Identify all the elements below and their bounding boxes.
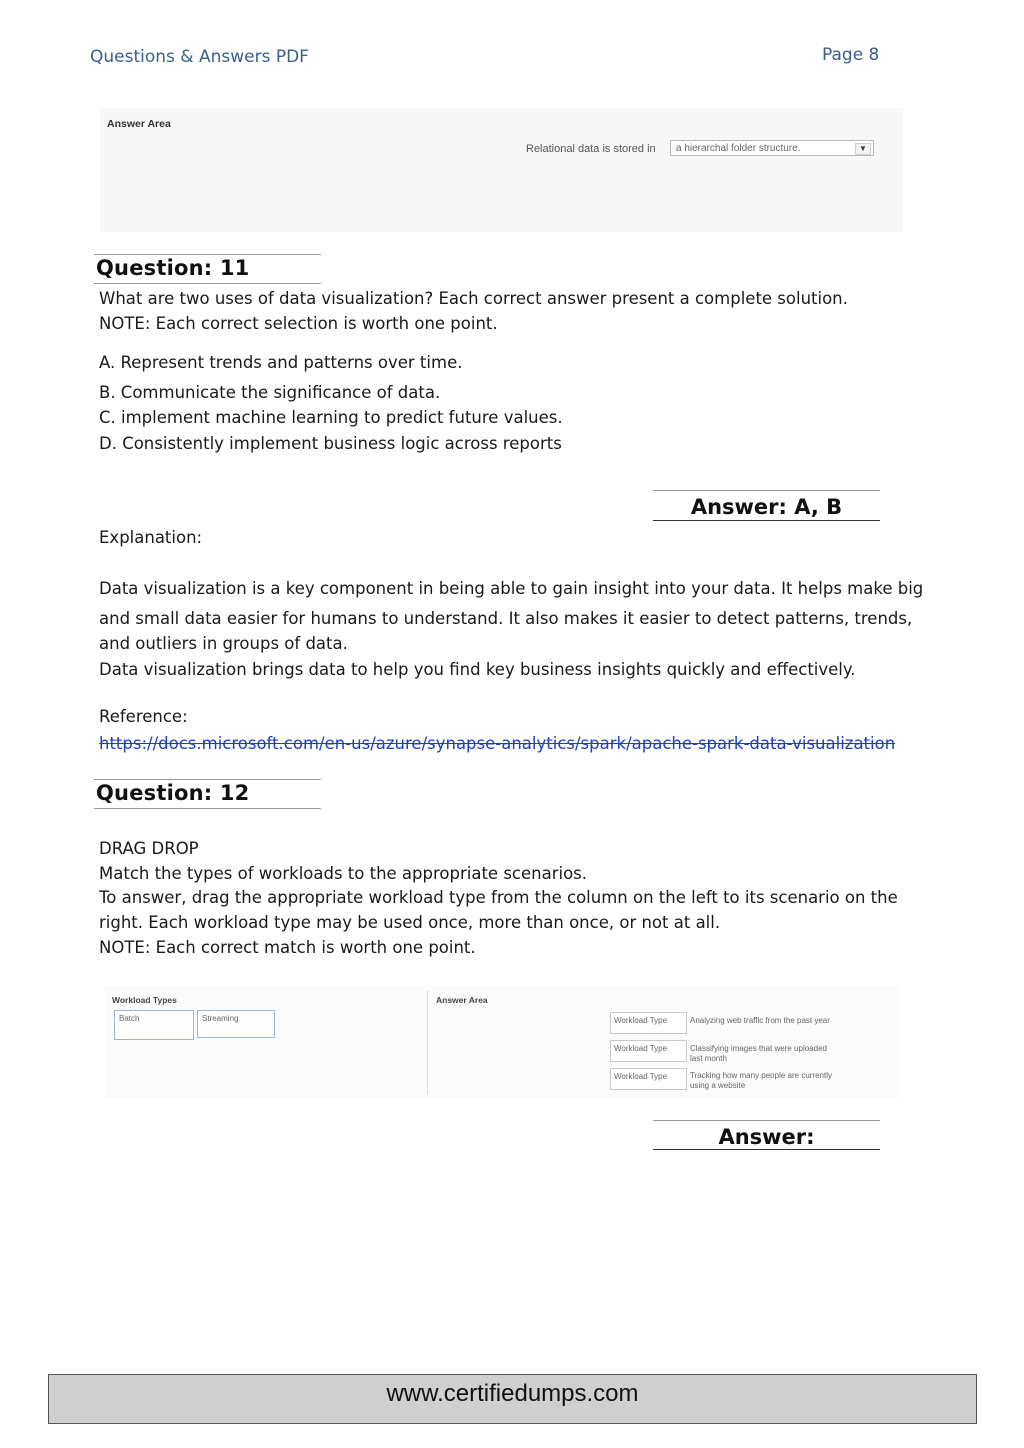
explanation-line: and small data easier for humans to understand. It also makes it easier to detect patterns, trends,	[99, 609, 913, 628]
document-title: Questions & Answers PDF	[90, 47, 309, 67]
drag-drop-screenshot	[105, 986, 900, 1098]
answer-area-screenshot	[100, 108, 903, 232]
question-12-line: right. Each workload type may be used once, more than once, or not at all.	[99, 913, 721, 932]
drop-target[interactable]: Workload Type	[610, 1012, 687, 1034]
reference-link[interactable]: https://docs.microsoft.com/en-us/azure/synapse-analytics/spark/apache-spark-data-visualization	[99, 734, 896, 753]
question-11-note: NOTE: Each correct selection is worth one point.	[99, 314, 498, 333]
question-12-bottom-rule	[94, 808, 321, 809]
question-12-type: DRAG DROP	[99, 839, 199, 858]
explanation-line: and outliers in groups of data.	[99, 634, 348, 653]
question-11-bottom-rule	[94, 283, 321, 284]
answer-11: Answer: A, B	[690, 495, 843, 519]
chevron-down-icon[interactable]: ▼	[855, 143, 871, 155]
workload-types-title: Workload Types	[112, 995, 177, 1005]
answer-11-bottom-rule	[653, 520, 880, 521]
workload-tile-streaming[interactable]: Streaming	[197, 1010, 275, 1038]
scenario-label: Classifying images that were uploaded last month	[690, 1044, 827, 1063]
footer-banner	[48, 1374, 977, 1424]
column-divider	[427, 990, 428, 1094]
question-11-top-rule	[94, 254, 321, 255]
scenario-label: Tracking how many people are currently using a website	[690, 1071, 832, 1090]
answer-12: Answer:	[718, 1125, 815, 1149]
answer-area-title: Answer Area	[107, 118, 171, 130]
question-12-line: Match the types of workloads to the appropriate scenarios.	[99, 864, 588, 883]
explanation-line: Data visualization is a key component in being able to gain insight into your data. It helps make big	[99, 579, 924, 598]
answer-area-title: Answer Area	[436, 995, 488, 1005]
scenario-label: Analyzing web traffic from the past year	[690, 1016, 830, 1025]
relational-data-label: Relational data is stored in	[526, 143, 656, 155]
option-c: C. implement machine learning to predict future values.	[99, 408, 563, 427]
footer-url[interactable]: www.certifiedumps.com	[386, 1380, 639, 1407]
drop-target[interactable]: Workload Type	[610, 1040, 687, 1062]
question-12-title: Question: 12	[96, 781, 250, 805]
question-11-title: Question: 11	[96, 256, 250, 280]
drop-target[interactable]: Workload Type	[610, 1068, 687, 1090]
question-12-top-rule	[94, 779, 321, 780]
reference-label: Reference:	[99, 707, 188, 726]
storage-dropdown-value: a hierarchal folder structure.	[676, 143, 801, 154]
answer-11-top-rule	[653, 490, 880, 491]
answer-12-bottom-rule	[653, 1149, 880, 1150]
page-number: Page 8	[822, 45, 880, 65]
storage-dropdown[interactable]	[670, 140, 874, 156]
option-d: D. Consistently implement business logic across reports	[99, 434, 562, 453]
question-12-line: To answer, drag the appropriate workload type from the column on the left to its scenario on the	[99, 888, 898, 907]
answer-12-top-rule	[653, 1120, 880, 1121]
question-11-prompt: What are two uses of data visualization? Each correct answer present a complete solution.	[99, 289, 848, 308]
workload-tile-batch[interactable]: Batch	[114, 1010, 194, 1040]
option-a: A. Represent trends and patterns over time.	[99, 353, 463, 372]
question-12-note: NOTE: Each correct match is worth one point.	[99, 938, 476, 957]
explanation-label: Explanation:	[99, 528, 203, 547]
explanation-line: Data visualization brings data to help you find key business insights quickly and effectively.	[99, 660, 856, 679]
option-b: B. Communicate the significance of data.	[99, 383, 441, 402]
